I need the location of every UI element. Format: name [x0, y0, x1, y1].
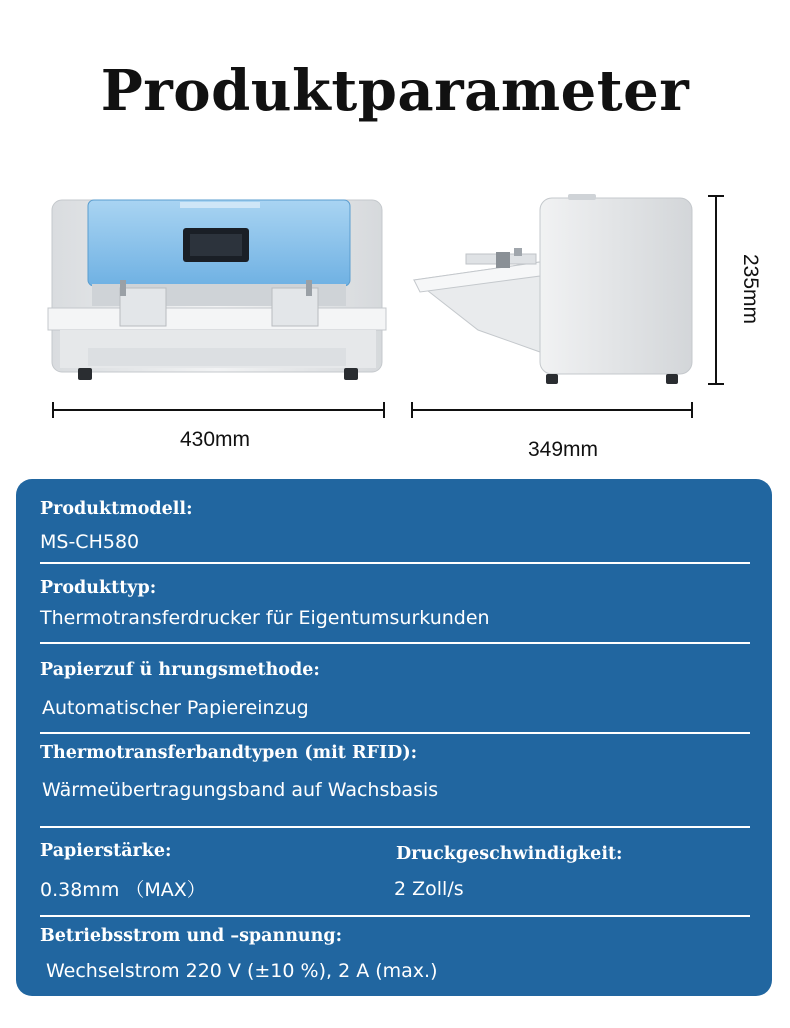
height-label: 235mm: [739, 254, 762, 325]
width-dimension-line: [53, 402, 384, 418]
ribbon-value: Wärmeübertragungsband auf Wachsbasis: [42, 779, 439, 801]
depth-dimension-line: [412, 402, 692, 418]
page-title: Produktparameter: [100, 58, 690, 124]
type-value: Thermotransferdrucker für Eigentumsurkunden: [40, 607, 490, 629]
printer-illustrations: [0, 180, 790, 470]
printer-side-view: [414, 194, 692, 384]
thickness-value: 0.38mm （MAX）: [40, 879, 206, 901]
model-label: Produktmodell:: [40, 499, 193, 519]
spec-panel: [16, 479, 772, 996]
divider: [40, 562, 750, 564]
power-value: Wechselstrom 220 V (±10 %), 2 A (max.): [46, 960, 438, 982]
depth-label: 349mm: [528, 438, 599, 461]
divider: [40, 642, 750, 644]
width-label: 430mm: [180, 428, 251, 451]
speed-value: 2 Zoll/s: [394, 878, 464, 900]
divider: [40, 826, 750, 828]
height-dimension-line: [708, 196, 724, 384]
speed-label: Druckgeschwindigkeit:: [396, 844, 623, 864]
model-value: MS-CH580: [40, 531, 140, 553]
product-images: [0, 180, 790, 470]
divider: [40, 732, 750, 734]
divider: [40, 915, 750, 917]
printer-front-view: [48, 200, 386, 380]
type-label: Produkttyp:: [40, 578, 157, 598]
power-label: Betriebsstrom und –spannung:: [40, 926, 343, 946]
ribbon-label: Thermotransferbandtypen (mit RFID):: [40, 743, 418, 763]
feed-label: Papierzuf ü hrungsmethode:: [40, 660, 320, 680]
thickness-label: Papierstärke:: [40, 841, 172, 861]
feed-value: Automatischer Papiereinzug: [42, 697, 309, 719]
